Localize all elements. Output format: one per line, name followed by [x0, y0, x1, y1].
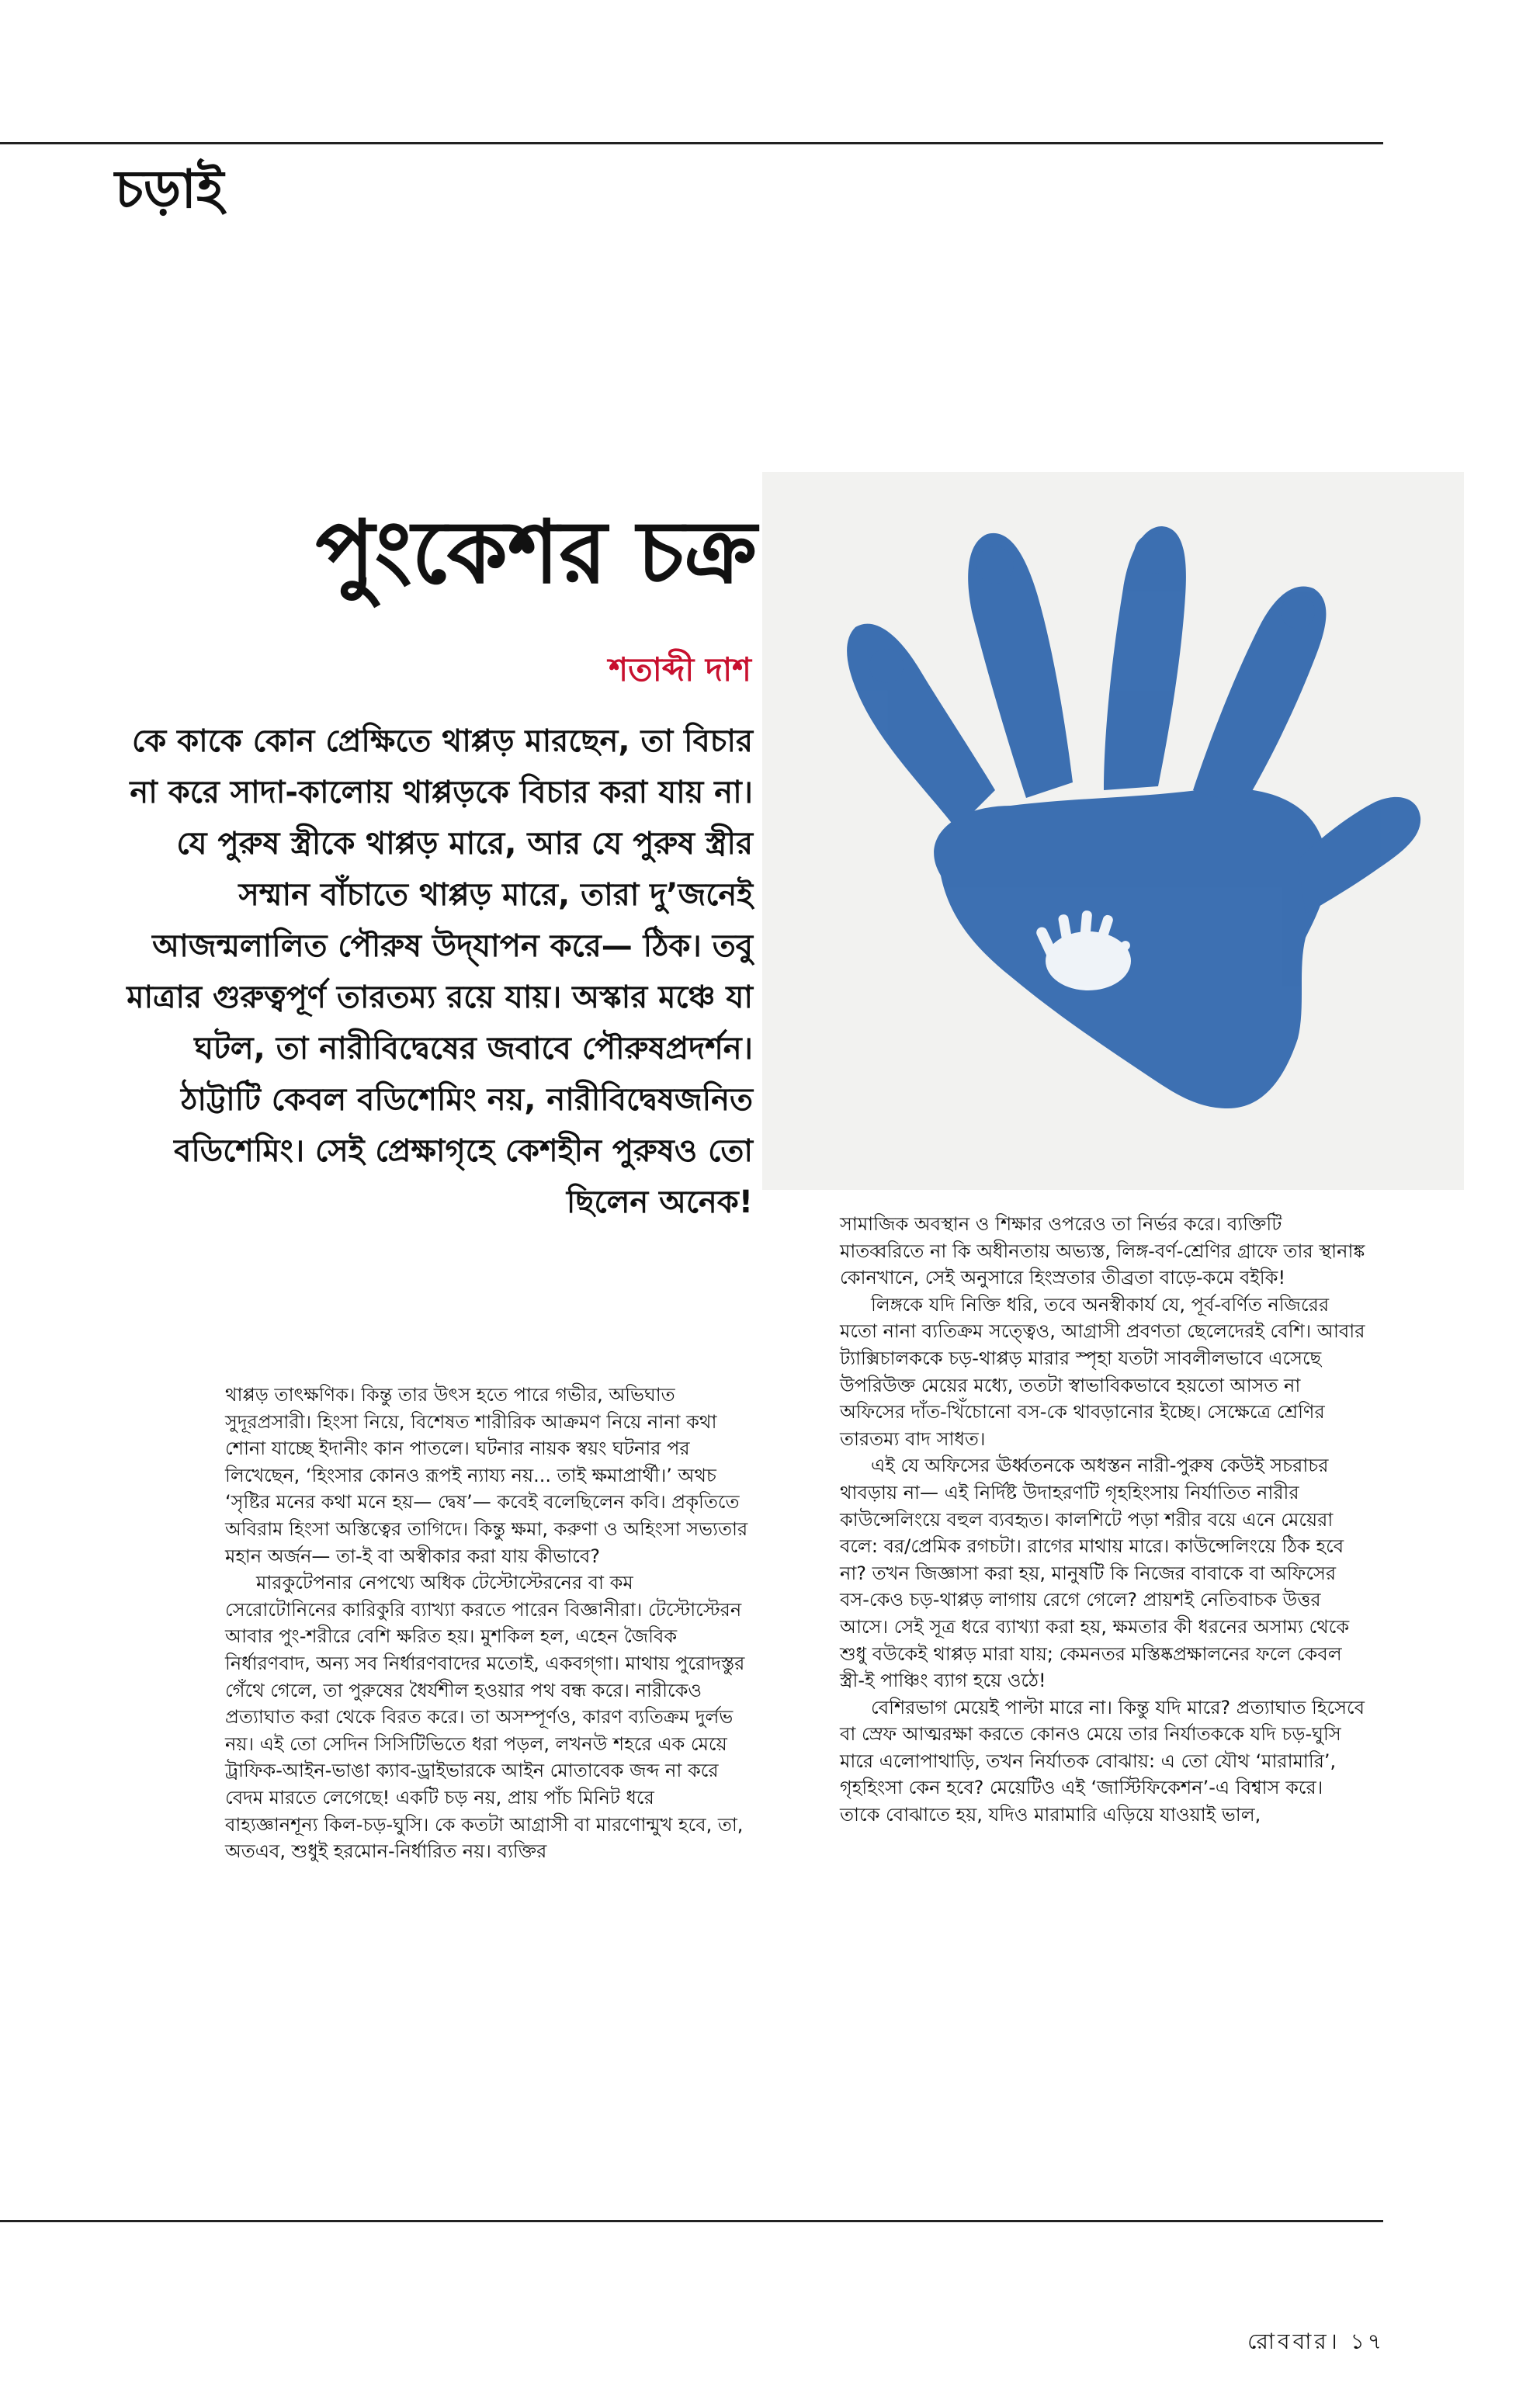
body-paragraph: মারকুটেপনার নেপথ্যে অধিক টেস্টোস্টেরনের বা কম সেরোটোনিনের কারিকুরি ব্যাখ্যা করতে পারেন বিজ্ঞানীরা। টেস্টোস্টেরন আবার পুং-শরীরে বেশি ক্ষরিত হয়। মুশকিল হল, এহেন জৈবিক নির্ধারণবাদ, অন্য সব নির্ধারণবাদের মতোই, একবগ্‌গা। মাথায় পুরোদস্তুর গেঁথে গেলে, তা পুরুষের ধৈর্যশীল হওয়ার পথ বন্ধ করে। নারীকেও প্রত্যাঘাত করা থেকে বিরত করে। তা অসম্পূর্ণও, কারণ ব্যতিক্রম দুর্লভ নয়। এই তো সেদিন সিসিটিভিতে ধরা পড়ল, লখনউ শহরে এক মেয়ে ট্রাফিক-আইন-ভাঙা ক্যাব-ড্রাইভারকে আইন মোতাবেক জব্দ না করে বেদম মারতে লেগেছে! একটি চড় নয়, প্রায় পাঁচ মিনিট ধরে বাহ্যজ্ঞানশূন্য কিল-চড়-ঘুসি। কে কতটা আগ্রাসী বা মারণোন্মুখ হবে, তা, অতএব, শুধুই হরমোন-নির্ধারিত নয়। ব্যক্তির [225, 1572, 745, 1863]
body-column-right [840, 1211, 1368, 1829]
body-paragraph: সামাজিক অবস্থান ও শিক্ষার ওপরেও তা নির্ভর করে। ব্যক্তিটি মাতব্বরিতে না কি অধীনতায় অভ্যস্ত, লিঙ্গ-বর্ণ-শ্রেণির গ্রাফে তার স্থানাঙ্ক কোনখানে, সেই অনুসারে হিংস্রতার তীব্রতা বাড়ে-কমে বইকি! [840, 1213, 1365, 1289]
body-paragraph: লিঙ্গকে যদি নিক্তি ধরি, তবে অনস্বীকার্য যে, পূর্ব-বর্ণিত নজিরের মতো নানা ব্যতিক্রম সত্ত্বেও, আগ্রাসী প্রবণতা ছেলেদেরই বেশি। আবার ট্যাক্সিচালককে চড়-থাপ্পড় মারার স্পৃহা যতটা সাবলীলভাবে এসেছে উপরিউক্ত মেয়ের মধ্যে, ততটা স্বাভাবিকভাবে হয়তো আসত না অফিসের দাঁত-খিঁচোনো বস-কে থাবড়ানোর ইচ্ছে। সেক্ষেত্রে শ্রেণির তারতম্য বাদ সাধত। [840, 1293, 1365, 1450]
hand-print-icon [762, 472, 1464, 1190]
article-headline: পুংকেশর চক্র [315, 501, 757, 603]
body-column-left [225, 1382, 750, 1865]
body-paragraph: বেশিরভাগ মেয়েই পাল্টা মারে না। কিন্তু যদি মারে? প্রত্যাঘাত হিসেবে বা স্রেফ আত্মরক্ষা করতে কোনও মেয়ে তার নির্যাতককে যদি চড়-ঘুসি মারে এলোপাথাড়ি, তখন নির্যাতক বোঝায়: এ তো যৌথ ‘মারামারি’, গৃহহিংসা কেন হবে? মেয়েটিও এই ‘জাস্টিফিকেশন’-এ বিশ্বাস করে। তাকে বোঝাতে হয়, যদিও মারামারি এড়িয়ে যাওয়াই ভাল, [840, 1696, 1365, 1826]
bottom-rule [0, 2220, 1383, 2222]
page-folio: রোববার। ১৭ [1247, 2329, 1385, 2354]
body-paragraph: এই যে অফিসের ঊর্ধ্বতনকে অধস্তন নারী-পুরুষ কেউই সচরাচর থাবড়ায় না— এই নির্দিষ্ট উদাহরণটি গৃহহিংসায় নির্যাতিত নারীর কাউন্সেলিংয়ে বহুল ব্যবহৃত। কালশিটে পড়া শরীর বয়ে এনে মেয়েরা বলে: বর/প্রেমিক রগচটা। রাগের মাথায় মারে। কাউন্সেলিংয়ে ঠিক হবে না? তখন জিজ্ঞাসা করা হয়, মানুষটি কি নিজের বাবাকে বা অফিসের বস-কেও চড়-থাপ্পড় লাগায় রেগে গেলে? প্রায়শই নেতিবাচক উত্তর আসে। সেই সূত্র ধরে ব্যাখ্যা করা হয়, ক্ষমতার কী ধরনের অসাম্য থেকে শুধু বউকেই থাপ্পড় মারা যায়; কেমনতর মস্তিষ্কপ্রক্ষালনের ফলে কেবল স্ত্রী-ই পাঞ্চিং ব্যাগ হয়ে ওঠে! [840, 1455, 1350, 1692]
hand-print-illustration [762, 472, 1464, 1190]
byline: শতাব্দী দাশ [609, 650, 751, 688]
body-paragraph: থাপ্পড় তাৎক্ষণিক। কিন্তু তার উৎস হতে পারে গভীর, অভিঘাত সুদূরপ্রসারী। হিংসা নিয়ে, বিশেষত শারীরিক আক্রমণ নিয়ে নানা কথা শোনা যাচ্ছে ইদানীং কান পাতলে। ঘটনার নায়ক স্বয়ং ঘটনার পর লিখেছেন, ‘হিংসার কোনও রূপই ন্যায্য নয়... তাই ক্ষমাপ্রার্থী।’ অথচ ‘সৃষ্টির মনের কথা মনে হয়— দ্বেষ’— কবেই বলেছিলেন কবি। প্রকৃতিতে অবিরাম হিংসা অস্তিত্বের তাগিদে। কিন্তু ক্ষমা, করুণা ও অহিংসা সভ্যতার মহান অর্জন— তা-ই বা অস্বীকার করা যায় কীভাবে? [225, 1384, 748, 1567]
top-rule [0, 142, 1383, 144]
lead-paragraph: কে কাকে কোন প্রেক্ষিতে থাপ্পড় মারছেন, তা বিচার না করে সাদা-কালোয় থাপ্পড়কে বিচার করা যায় না। যে পুরুষ স্ত্রীকে থাপ্পড় মারে, আর যে পুরুষ স্ত্রীর সম্মান বাঁচাতে থাপ্পড় মারে, তারা দু’জনেই আজন্মলালিত পৌরুষ উদ্‌যাপন করে— ঠিক। তবু মাত্রার গুরুত্বপূর্ণ তারতম্য রয়ে যায়। অস্কার মঞ্চে যা ঘটল, তা নারীবিদ্বেষের জবাবে পৌরুষপ্রদর্শন। ঠাট্টাটি কেবল বডিশেমিং নয়, নারীবিদ্বেষজনিত বডিশেমিং। সেই প্রেক্ষাগৃহে কেশহীন পুরুষও তো ছিলেন অনেক! [127, 723, 753, 1220]
section-label: চড়াই [115, 158, 224, 220]
